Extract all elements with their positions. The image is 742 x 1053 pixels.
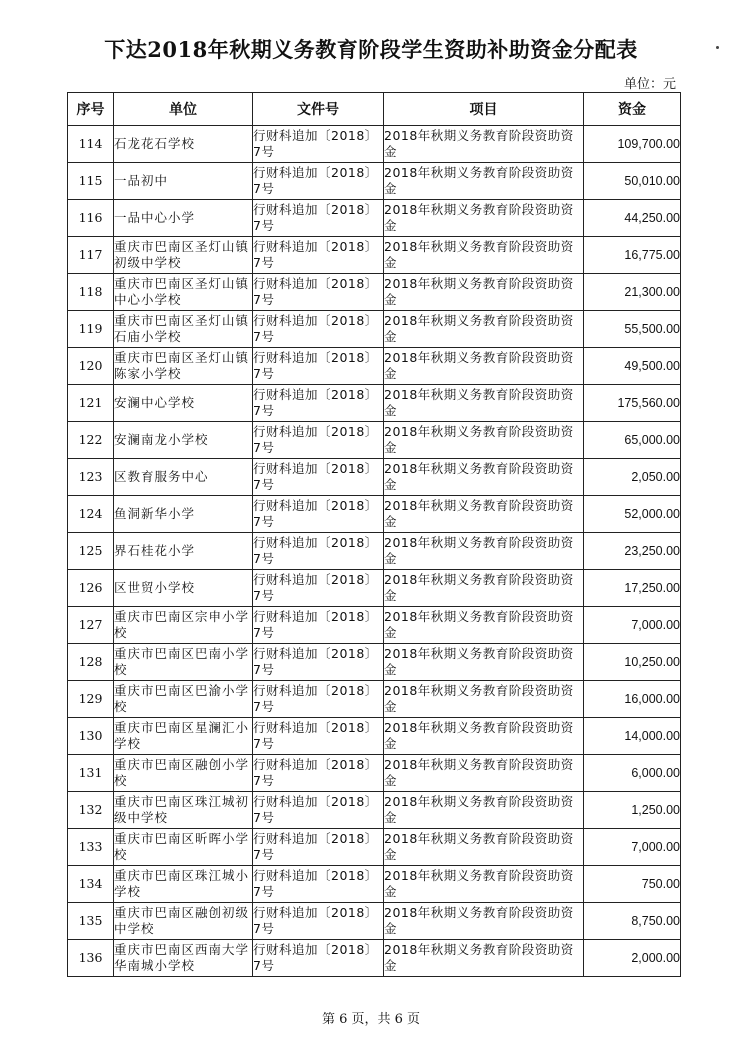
- doc-cell: 行财科追加〔2018〕7号: [253, 237, 384, 274]
- seq-cell: 131: [68, 755, 114, 792]
- amount-cell: 44,250.00: [584, 200, 681, 237]
- amount-cell: 750.00: [584, 866, 681, 903]
- table-row: [68, 755, 681, 792]
- doc-cell: 行财科追加〔2018〕7号: [253, 385, 384, 422]
- table-row: [68, 718, 681, 755]
- unit-cell: 重庆市巴南区圣灯山镇陈家小学校: [114, 348, 253, 385]
- amount-cell: 65,000.00: [584, 422, 681, 459]
- doc-cell: 行财科追加〔2018〕7号: [253, 792, 384, 829]
- unit-label: 单位：元: [623, 77, 676, 92]
- table-row: [68, 126, 681, 163]
- project-cell: 2018年秋期义务教育阶段资助资金: [384, 311, 584, 348]
- table-body: [68, 126, 681, 977]
- table-row: [68, 644, 681, 681]
- table-row: [68, 311, 681, 348]
- seq-cell: 129: [68, 681, 114, 718]
- project-cell: 2018年秋期义务教育阶段资助资金: [384, 274, 584, 311]
- unit-cell: 一品中心小学: [114, 200, 253, 237]
- seq-cell: 132: [68, 792, 114, 829]
- seq-cell: 118: [68, 274, 114, 311]
- scan-speck: [716, 46, 719, 49]
- seq-cell: 136: [68, 940, 114, 977]
- doc-cell: 行财科追加〔2018〕7号: [253, 940, 384, 977]
- doc-cell: 行财科追加〔2018〕7号: [253, 496, 384, 533]
- doc-cell: 行财科追加〔2018〕7号: [253, 607, 384, 644]
- project-cell: 2018年秋期义务教育阶段资助资金: [384, 866, 584, 903]
- seq-cell: 130: [68, 718, 114, 755]
- doc-cell: 行财科追加〔2018〕7号: [253, 274, 384, 311]
- table-row: [68, 422, 681, 459]
- amount-cell: 10,250.00: [584, 644, 681, 681]
- header-doc: 文件号: [253, 93, 384, 126]
- doc-cell: 行财科追加〔2018〕7号: [253, 348, 384, 385]
- doc-cell: 行财科追加〔2018〕7号: [253, 533, 384, 570]
- amount-cell: 23,250.00: [584, 533, 681, 570]
- doc-cell: 行财科追加〔2018〕7号: [253, 163, 384, 200]
- seq-cell: 123: [68, 459, 114, 496]
- unit-cell: 安澜南龙小学校: [114, 422, 253, 459]
- unit-cell: 界石桂花小学: [114, 533, 253, 570]
- amount-cell: 49,500.00: [584, 348, 681, 385]
- table-row: [68, 348, 681, 385]
- table-row: [68, 237, 681, 274]
- table-row: [68, 866, 681, 903]
- amount-cell: 7,000.00: [584, 829, 681, 866]
- amount-cell: 175,560.00: [584, 385, 681, 422]
- seq-cell: 114: [68, 126, 114, 163]
- seq-cell: 126: [68, 570, 114, 607]
- table-row: [68, 385, 681, 422]
- doc-cell: 行财科追加〔2018〕7号: [253, 755, 384, 792]
- header-project: 项目: [384, 93, 584, 126]
- seq-cell: 134: [68, 866, 114, 903]
- table-row: [68, 274, 681, 311]
- project-cell: 2018年秋期义务教育阶段资助资金: [384, 607, 584, 644]
- amount-cell: 2,000.00: [584, 940, 681, 977]
- table-row: [68, 496, 681, 533]
- table-row: [68, 903, 681, 940]
- doc-cell: 行财科追加〔2018〕7号: [253, 422, 384, 459]
- project-cell: 2018年秋期义务教育阶段资助资金: [384, 570, 584, 607]
- allocation-table: [67, 92, 681, 977]
- unit-cell: 安澜中心学校: [114, 385, 253, 422]
- table-row: [68, 163, 681, 200]
- doc-cell: 行财科追加〔2018〕7号: [253, 866, 384, 903]
- unit-cell: 重庆市巴南区圣灯山镇石庙小学校: [114, 311, 253, 348]
- amount-cell: 50,010.00: [584, 163, 681, 200]
- amount-cell: 21,300.00: [584, 274, 681, 311]
- unit-cell: 重庆市巴南区融创小学校: [114, 755, 253, 792]
- doc-cell: 行财科追加〔2018〕7号: [253, 681, 384, 718]
- unit-cell: 重庆市巴南区星澜汇小学校: [114, 718, 253, 755]
- unit-cell: 重庆市巴南区巴南小学校: [114, 644, 253, 681]
- project-cell: 2018年秋期义务教育阶段资助资金: [384, 755, 584, 792]
- seq-cell: 135: [68, 903, 114, 940]
- project-cell: 2018年秋期义务教育阶段资助资金: [384, 533, 584, 570]
- unit-cell: 重庆市巴南区西南大学华南城小学校: [114, 940, 253, 977]
- seq-cell: 122: [68, 422, 114, 459]
- doc-cell: 行财科追加〔2018〕7号: [253, 311, 384, 348]
- amount-cell: 16,775.00: [584, 237, 681, 274]
- seq-cell: 115: [68, 163, 114, 200]
- table-row: [68, 459, 681, 496]
- unit-cell: 区世贸小学校: [114, 570, 253, 607]
- header-unit: 单位: [114, 93, 253, 126]
- amount-cell: 109,700.00: [584, 126, 681, 163]
- header-seq: 序号: [68, 93, 114, 126]
- unit-cell: 鱼洞新华小学: [114, 496, 253, 533]
- project-cell: 2018年秋期义务教育阶段资助资金: [384, 718, 584, 755]
- doc-cell: 行财科追加〔2018〕7号: [253, 570, 384, 607]
- seq-cell: 127: [68, 607, 114, 644]
- unit-cell: 重庆市巴南区昕晖小学校: [114, 829, 253, 866]
- unit-cell: 石龙花石学校: [114, 126, 253, 163]
- project-cell: 2018年秋期义务教育阶段资助资金: [384, 200, 584, 237]
- project-cell: 2018年秋期义务教育阶段资助资金: [384, 459, 584, 496]
- unit-cell: 重庆市巴南区珠江城初级中学校: [114, 792, 253, 829]
- table-row: [68, 570, 681, 607]
- project-cell: 2018年秋期义务教育阶段资助资金: [384, 348, 584, 385]
- seq-cell: 124: [68, 496, 114, 533]
- unit-cell: 重庆市巴南区圣灯山镇中心小学校: [114, 274, 253, 311]
- project-cell: 2018年秋期义务教育阶段资助资金: [384, 496, 584, 533]
- project-cell: 2018年秋期义务教育阶段资助资金: [384, 940, 584, 977]
- project-cell: 2018年秋期义务教育阶段资助资金: [384, 829, 584, 866]
- seq-cell: 125: [68, 533, 114, 570]
- unit-cell: 重庆市巴南区圣灯山镇初级中学校: [114, 237, 253, 274]
- project-cell: 2018年秋期义务教育阶段资助资金: [384, 681, 584, 718]
- table-row: [68, 940, 681, 977]
- page-footer: 第 6 页，共 6 页: [321, 1012, 421, 1027]
- amount-cell: 6,000.00: [584, 755, 681, 792]
- unit-cell: 重庆市巴南区珠江城小学校: [114, 866, 253, 903]
- unit-cell: 区教育服务中心: [114, 459, 253, 496]
- project-cell: 2018年秋期义务教育阶段资助资金: [384, 903, 584, 940]
- unit-cell: 重庆市巴南区巴渝小学校: [114, 681, 253, 718]
- table-row: [68, 829, 681, 866]
- seq-cell: 133: [68, 829, 114, 866]
- table-row: [68, 533, 681, 570]
- table-header-row: [68, 93, 681, 126]
- amount-cell: 2,050.00: [584, 459, 681, 496]
- doc-cell: 行财科追加〔2018〕7号: [253, 126, 384, 163]
- amount-cell: 8,750.00: [584, 903, 681, 940]
- amount-cell: 14,000.00: [584, 718, 681, 755]
- header-amount: 资金: [584, 93, 681, 126]
- amount-cell: 1,250.00: [584, 792, 681, 829]
- project-cell: 2018年秋期义务教育阶段资助资金: [384, 237, 584, 274]
- unit-cell: 一品初中: [114, 163, 253, 200]
- project-cell: 2018年秋期义务教育阶段资助资金: [384, 422, 584, 459]
- project-cell: 2018年秋期义务教育阶段资助资金: [384, 385, 584, 422]
- page-title: 下达2018年秋期义务教育阶段学生资助补助资金分配表: [104, 37, 638, 62]
- table-row: [68, 681, 681, 718]
- doc-cell: 行财科追加〔2018〕7号: [253, 644, 384, 681]
- amount-cell: 55,500.00: [584, 311, 681, 348]
- doc-cell: 行财科追加〔2018〕7号: [253, 903, 384, 940]
- amount-cell: 7,000.00: [584, 607, 681, 644]
- table-row: [68, 607, 681, 644]
- unit-cell: 重庆市巴南区宗申小学校: [114, 607, 253, 644]
- amount-cell: 17,250.00: [584, 570, 681, 607]
- amount-cell: 16,000.00: [584, 681, 681, 718]
- seq-cell: 117: [68, 237, 114, 274]
- project-cell: 2018年秋期义务教育阶段资助资金: [384, 163, 584, 200]
- seq-cell: 119: [68, 311, 114, 348]
- project-cell: 2018年秋期义务教育阶段资助资金: [384, 792, 584, 829]
- seq-cell: 120: [68, 348, 114, 385]
- seq-cell: 128: [68, 644, 114, 681]
- table-row: [68, 200, 681, 237]
- doc-cell: 行财科追加〔2018〕7号: [253, 200, 384, 237]
- table-row: [68, 792, 681, 829]
- project-cell: 2018年秋期义务教育阶段资助资金: [384, 126, 584, 163]
- project-cell: 2018年秋期义务教育阶段资助资金: [384, 644, 584, 681]
- doc-cell: 行财科追加〔2018〕7号: [253, 718, 384, 755]
- seq-cell: 116: [68, 200, 114, 237]
- unit-cell: 重庆市巴南区融创初级中学校: [114, 903, 253, 940]
- doc-cell: 行财科追加〔2018〕7号: [253, 459, 384, 496]
- doc-cell: 行财科追加〔2018〕7号: [253, 829, 384, 866]
- seq-cell: 121: [68, 385, 114, 422]
- amount-cell: 52,000.00: [584, 496, 681, 533]
